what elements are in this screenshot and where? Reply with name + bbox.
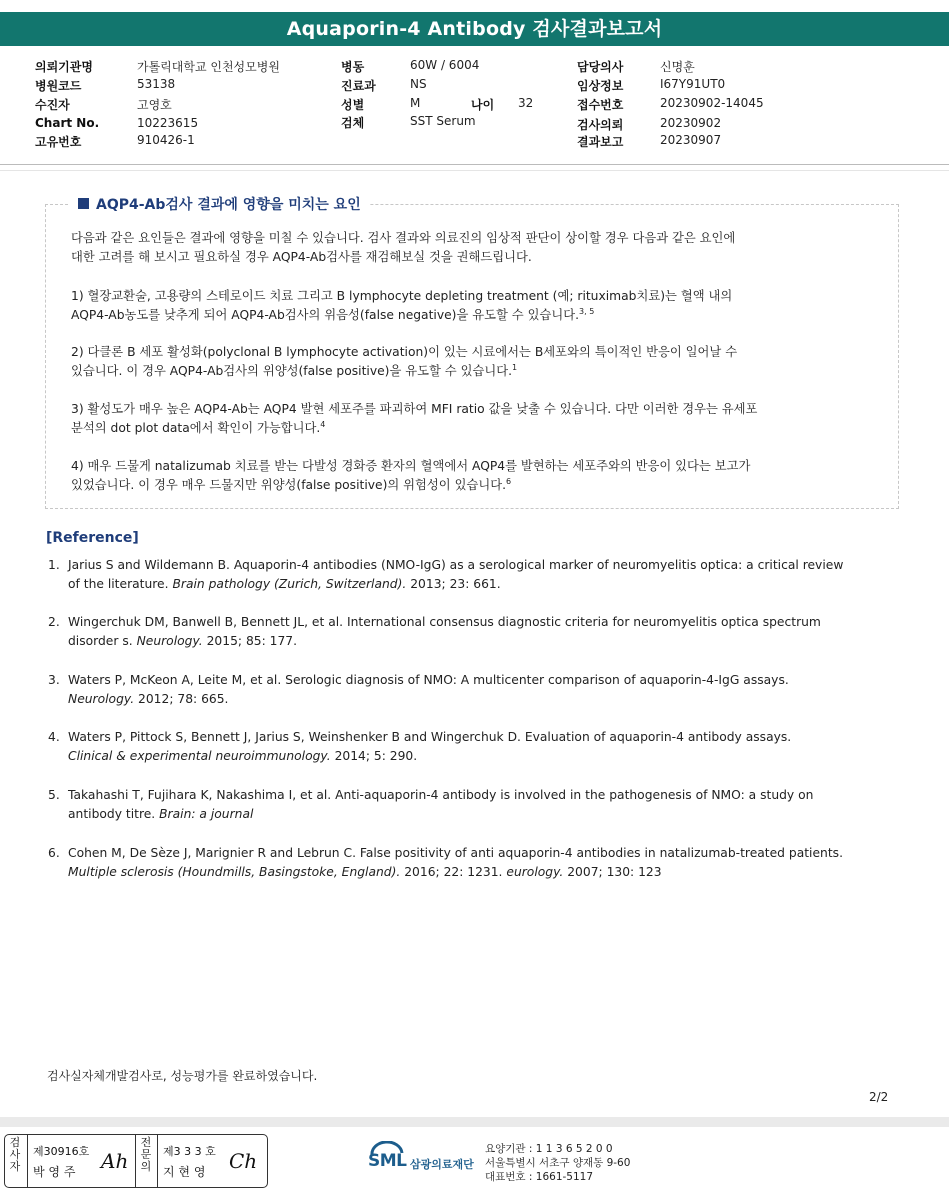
factor-line: 3) 활성도가 매우 높은 AQP4-Ab는 AQP4 발현 세포주를 파괴하여 MFI ratio 값을 낮출 수 있습니다. 다만 이러한 경우는 유세포 [71,402,758,416]
info-value: 가톨릭대학교 인천성모병원 [137,60,280,74]
reference-text: Waters P, McKeon A, Leite M, et al. Serologic diagnosis of NMO: A multicenter comparison of aquaporin-4-IgG assays. [68,673,789,687]
info-value: 20230902 [660,116,722,130]
factor-line: 분석의 dot plot data에서 확인이 가능합니다. [71,421,321,435]
logo-text: SML [368,1151,407,1171]
info-value: SST Serum [410,114,476,128]
factor-item-1 [71,287,893,325]
reference-item [48,786,908,824]
factor-line: 2) 다클론 B 세포 활성화(polyclonal B lymphocyte activation)이 있는 시료에서는 B세포와의 특이적인 반응이 일어날 수 [71,345,738,359]
reviewer-label [139,1137,153,1173]
reference-item [48,613,908,651]
citation-marker: 3, 5 [579,307,595,316]
divider [135,1135,136,1187]
reference-text: 2007; 130: 123 [563,865,662,879]
reference-number: 1. [48,558,60,572]
signature-box [4,1134,268,1188]
organization-info [485,1142,630,1184]
reviewer-license: 제3 3 3 호 [163,1145,216,1158]
info-label: 나이 [471,98,495,112]
divider [157,1135,158,1187]
reference-journal: Clinical & experimental neuroimmunology. [68,749,331,763]
reference-heading: [Reference] [46,530,139,546]
validation-note: 검사실자체개발검사로, 성능평가를 완료하였습니다. [47,1069,318,1083]
factors-intro [71,229,893,267]
reference-text: Waters P, Pittock S, Bennett J, Jarius S, Weinshenker B and Wingerchuk D. Evaluation of aquaporin-4 antibody assays. [68,730,792,744]
factor-item-3 [71,400,893,438]
factor-line: 4) 매우 드물게 natalizumab 치료를 받는 다발성 경화증 환자의 혈액에서 AQP4를 발현하는 세포주와의 반응이 있다는 보고가 [71,459,751,473]
tester-name: 박 영 주 [33,1165,76,1179]
factor-item-4 [71,457,893,495]
citation-marker: 4 [320,420,326,429]
intro-line: 대한 고려를 해 보시고 필요하실 경우 AQP4-Ab검사를 재검해보실 것을 권해드립니다. [71,250,532,264]
reference-journal: Neurology. [136,634,203,648]
tester-label-text: 검 사 자 [9,1136,21,1173]
report-title: Aquaporin-4 Antibody 검사결과보고서 [0,12,949,46]
reference-text: of the literature. [68,577,173,591]
reference-journal: Brain: a journal [159,807,254,821]
tester-signature: Ah [101,1149,129,1173]
info-label: 검사의뢰 [577,118,624,132]
factor-line: 있었습니다. 이 경우 매우 드물지만 위양성(false positive)의 위험성이 있습니다. [71,478,507,492]
factors-title-text: AQP4-Ab검사 결과에 영향을 미치는 요인 [96,197,361,213]
patient-info [0,56,949,152]
reference-item [48,844,908,882]
reference-text: Wingerchuk DM, Banwell B, Bennett JL, et al. International consensus diagnostic criteria for neuromyelitis optica spectrum [68,615,821,629]
info-value: 910426-1 [137,133,195,147]
info-value: 10223615 [137,116,199,130]
reference-journal: Neurology. [68,692,135,706]
reference-journal: Multiple sclerosis (Houndmills, Basingstoke, England). [68,865,401,879]
info-label: Chart No. [35,116,100,130]
reference-journal: Brain pathology (Zurich, Switzerland). [172,577,407,591]
reference-number: 4. [48,730,60,744]
divider [27,1135,28,1187]
info-label: 진료과 [341,79,376,93]
info-value: I67Y91UT0 [660,77,726,91]
reference-text: 2014; 5: 290. [330,749,418,763]
reviewer-label-text: 전 문 의 [140,1136,152,1173]
factor-line: 1) 혈장교환술, 고용량의 스테로이드 치료 그리고 B lymphocyte depleting treatment (예; rituximab치료)는 혈액 내의 [71,289,733,303]
organization-address: 서울특별시 서초구 양재동 9-60 [485,1157,631,1169]
info-value: 20230907 [660,133,722,147]
reference-text: 2012; 78: 665. [134,692,229,706]
info-label: 접수번호 [577,98,624,112]
reference-number: 3. [48,673,60,687]
reference-number: 2. [48,615,60,629]
info-label: 성별 [341,98,365,112]
reference-text: 2015; 85: 177. [202,634,298,648]
reference-item [48,556,908,594]
square-bullet-icon [78,198,89,209]
info-label: 병동 [341,60,365,74]
reference-journal: eurology. [506,865,564,879]
reference-number: 6. [48,846,60,860]
reviewer-name: 지 현 영 [163,1165,206,1179]
citation-marker: 1 [512,363,518,372]
info-label: 의뢰기관명 [35,60,93,74]
reviewer-signature: Ch [229,1149,258,1173]
reference-item [48,728,908,766]
organization-phone: 대표번호 : 1661-5117 [485,1171,594,1183]
info-label: 고유번호 [35,135,82,149]
info-value: 20230902-14045 [660,96,764,110]
info-label: 임상정보 [577,79,624,93]
factor-line: 있습니다. 이 경우 AQP4-Ab검사의 위양성(false positive)을 유도할 수 있습니다. [71,364,513,378]
info-value: 고영호 [137,98,172,112]
reference-text: Cohen M, De Sèze J, Marignier R and Lebrun C. False positivity of anti aquaporin-4 antibodies in natalizumab-treated patients. [68,846,843,860]
organization-name: 삼광의료재단 [410,1158,474,1171]
factor-item-2 [71,343,893,381]
reference-text: Jarius S and Wildemann B. Aquaporin-4 antibodies (NMO-IgG) as a serological marker of neuromyelitis optica: a critical review [68,558,844,572]
citation-marker: 6 [506,477,512,486]
header-divider [0,164,949,165]
info-value: 신명훈 [660,60,695,74]
reference-item [48,671,908,709]
info-value: M [410,96,421,110]
reference-text: antibody titre. [68,807,160,821]
info-value: 53138 [137,77,176,91]
header-divider-light [0,170,949,171]
info-label: 결과보고 [577,135,624,149]
info-label: 수진자 [35,98,70,112]
reference-text: disorder s. [68,634,137,648]
info-value: 60W / 6004 [410,58,480,72]
organization-code: 요양기관 : 1 1 3 6 5 2 0 0 [485,1143,613,1155]
tester-license: 제30916호 [33,1145,90,1158]
factor-line: AQP4-Ab농도를 낮추게 되어 AQP4-Ab검사의 위음성(false negative)을 유도할 수 있습니다. [71,308,580,322]
info-value: NS [410,77,427,91]
reference-number: 5. [48,788,60,802]
info-value: 32 [518,96,534,110]
info-label: 병원코드 [35,79,82,93]
info-label: 담당의사 [577,60,624,74]
reference-text: 2016; 22: 1231. [400,865,507,879]
factors-title [70,194,369,214]
intro-line: 다음과 같은 요인들은 결과에 영향을 미칠 수 있습니다. 검사 결과와 의료진의 임상적 판단이 상이할 경우 다음과 같은 요인에 [71,231,736,245]
footer-divider [0,1117,949,1127]
page-number: 2/2 [869,1090,889,1104]
reference-text: 2013; 23: 661. [406,577,501,591]
reference-text: Takahashi T, Fujihara K, Nakashima I, et al. Anti-aquaporin-4 antibody is involved in the pathogenesis of NMO: a study on [68,788,814,802]
tester-label [8,1137,22,1173]
info-label: 검체 [341,116,365,130]
